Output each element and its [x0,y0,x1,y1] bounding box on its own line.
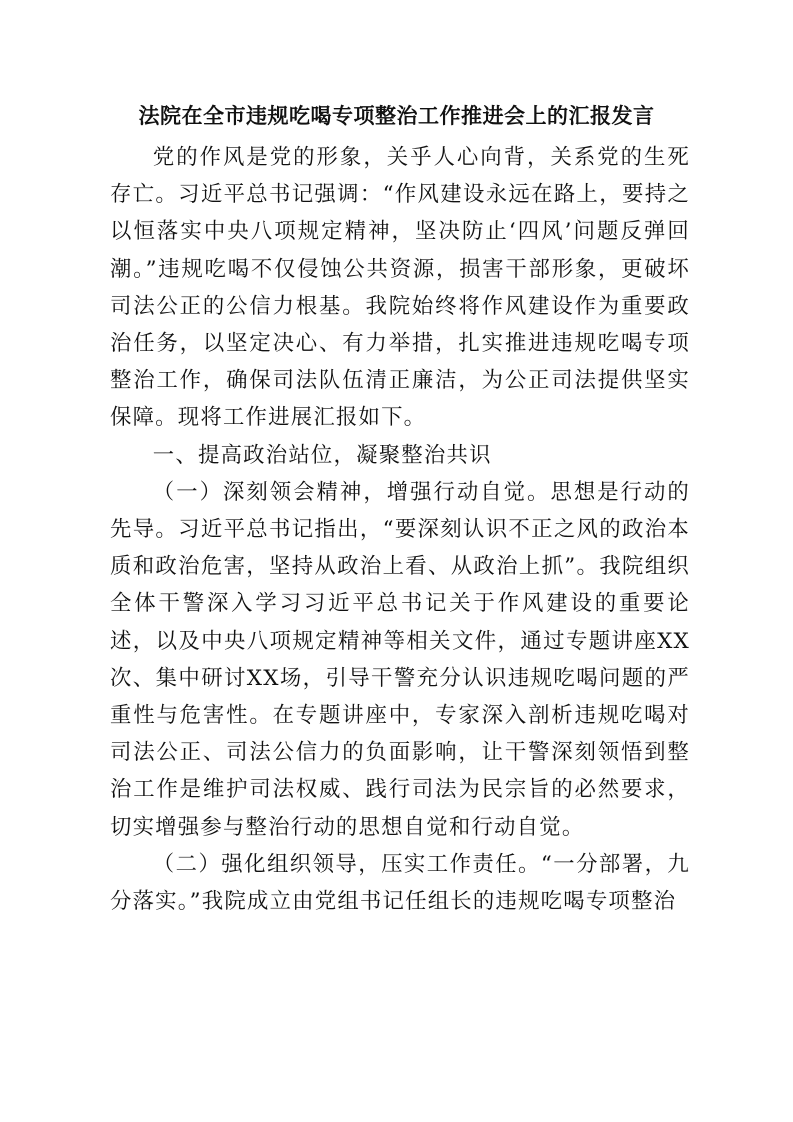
paragraph-subsection-2: （二）强化组织领导，压实工作责任。“一分部署，九分落实。”我院成立由党组书记任组长的违规吃喝专项整治 [110,851,690,915]
document-body [110,139,690,920]
paragraph-subsection-1: （一）深刻领会精神，增强行动自觉。思想是行动的先导。习近平总书记指出，“要深刻认识不正之风的政治本质和政治危害，坚持从政治上看、从政治上抓”。我院组织全体干警深入学习习近平总书记关于作风建设的重要论述，以及中央八项规定精神等相关文件，通过专题讲座XX次、集中研讨XX场，引导干警充分认识违规吃喝问题的严重性与危害性。在专题讲座中，专家深入剖析违规吃喝对司法公正、司法公信力的负面影响，让干警深刻领悟到整治工作是维护司法权威、践行司法为民宗旨的必然要求，切实增强参与整治行动的思想自觉和行动自觉。 [110,479,690,840]
document-title: 法院在全市违规吃喝专项整治工作推进会上的汇报发言 [138,103,655,128]
paragraph-intro: 党的作风是党的形象，关乎人心向背，关系党的生死存亡。习近平总书记强调：“作风建设永远在路上，要持之以恒落实中央八项规定精神，坚决防止‘四风’问题反弹回潮。”违规吃喝不仅侵蚀公共资源，损害干部形象，更破坏司法公正的公信力根基。我院始终将作风建设作为重要政治任务，以坚定决心、有力举措，扎实推进违规吃喝专项整治工作，确保司法队伍清正廉洁，为公正司法提供坚实保障。现将工作进展汇报如下。 [110,145,690,431]
section-heading-1: 一、提高政治站位，凝聚整治共识 [152,442,492,468]
